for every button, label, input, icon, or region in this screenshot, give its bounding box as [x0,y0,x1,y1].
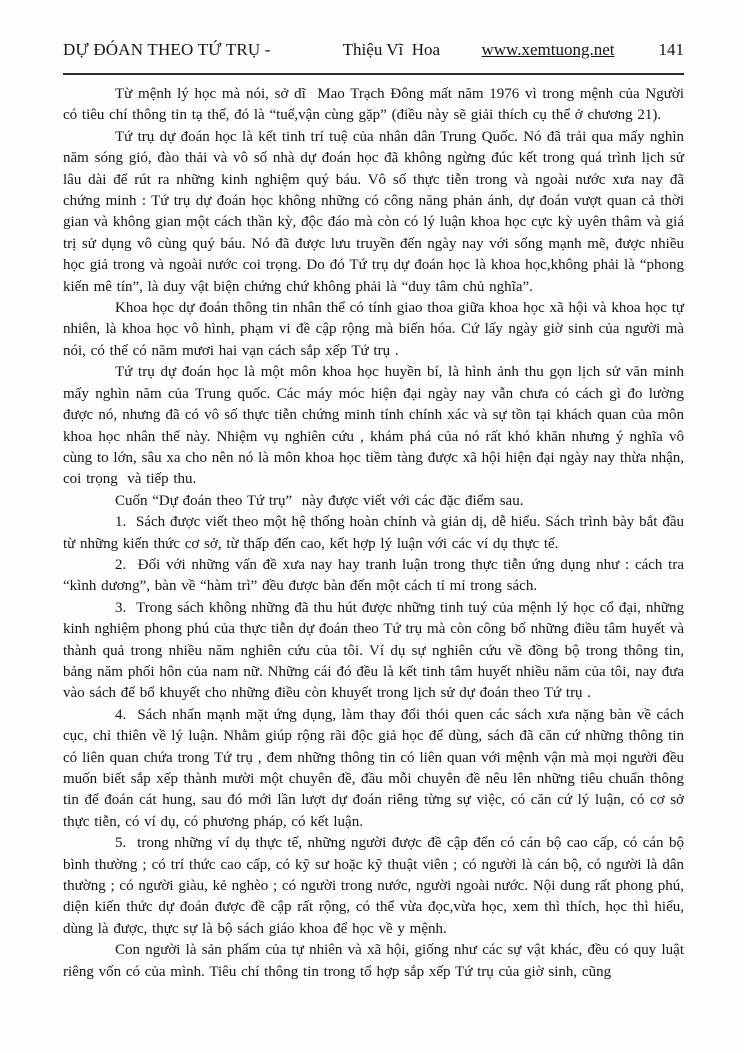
paragraph-list-item: 5. trong những ví dụ thực tế, những người được đề cập đến có cán bộ cao cấp, có cán bộ bình thường ; có trí thức cao cấp, có kỹ sư hoặc kỹ thuật viên ; có người là cán bộ, có người là dân thường ; có người giàu, kẻ nghèo ; có người trong nước, người ngoài nước. Nội dung rất phong phú, diện kiến thức dự đoán được đề cập rất rộng, có thể vừa đọc,vừa học, xem thì thích, học thì hiểu, dùng là được, thực sự là bộ sách giáo khoa để học về y mệnh. [63,835,684,937]
paragraph: Tứ trụ dự đoán học là một môn khoa học huyền bí, là hình ảnh thu gọn lịch sử văn minh mấy nghìn năm của Trung quốc. Các máy móc hiện đại ngày nay vẫn chưa có cách gì đo lường được nó, nhưng đã có vô số thực tiễn chứng minh tính chính xác và sự tồn tại khách quan của môn khoa học nhân thể này. Nhiệm vụ nghiên cứu , khám phá của nó rất khó khăn nhưng ý nghĩa vô cùng to lớn, sâu xa cho nên nó là môn khoa học tiềm tàng được xã hội hiện đại ngày nay thừa nhận, coi trọng và tiếp thu. [63,364,684,488]
paragraph: Cuốn “Dự đoán theo Tứ trụ” này được viết với các đặc điểm sau. [115,492,524,509]
paragraph-list-item: 1. Sách được viết theo một hệ thống hoàn chỉnh và giản dị, dễ hiểu. Sách trình bày bắt đầu từ những kiến thức cơ sở, từ thấp đến cao, kết hợp lý luận với các ví dụ thực tế. [63,514,684,552]
page-number: 141 [658,40,684,59]
website-link[interactable]: www.xemtuong.net [481,40,615,59]
paragraph: Con người là sản phẩm của tự nhiên và xã hội, giống như các sự vật khác, đều có quy luật riêng vốn có của mình. Tiêu chí thông tin trong tổ hợp sắp xếp Tứ trụ của giờ sinh, cũng [63,942,684,980]
paragraph: Khoa học dự đoán thông tin nhân thể có tính giao thoa giữa khoa học xã hội và khoa học tự nhiên, là khoa học vô hình, phạm vi đề cập rộng mà biến hóa. Cứ lấy ngày giờ sinh của người mà nói, có thể có năm mươi hai vạn cách sắp xếp Tứ trụ . [63,300,684,359]
paragraph-list-item: 4. Sách nhấn mạnh mặt ứng dụng, làm thay đổi thói quen các sách xưa nặng bàn về cách cục, chỉ thiên về lý luận. Nhằm giúp rộng rãi độc giả học để dùng, sách đã căn cứ những thông tin có liên quan chứa trong Tứ trụ , đem những thông tin có liên quan với mệnh vận mà mọi người đều muốn biết sắp xếp thành mười một chuyên đề, đầu mỗi chuyên đề nêu lên những tiêu chuẩn thông tin để đoán cát hung, sau đó mới lần lượt dự đoán riêng từng sự việc, có căn cứ lý luận, có cơ sở thực tiễn, có ví dụ, có phương pháp, có kết luận. [63,706,684,830]
page-header [63,40,684,60]
paragraph: Từ mệnh lý học mà nói, sở dĩ Mao Trạch Đông mất năm 1976 vì trong mệnh của Người có tiêu chí thông tin tạ thế, đó là “tuế,vận cùng gặp” (điều này sẽ giải thích cụ thể ở chương 21). [63,86,684,124]
header-divider [63,73,684,75]
paragraph-list-item: 2. Đối với những vấn đề xưa nay hay tranh luận trong thực tiễn ứng dụng như : cách tra “kình dương”, bàn về “hàm trì” đều được bàn đến một cách tỉ mỉ trong sách. [63,556,684,595]
paragraph: Tứ trụ dự đoán học là kết tinh trí tuệ của nhân dân Trung Quốc. Nó đã trải qua mấy nghìn năm sóng gió, đào thải và vô số nhà dự đoán học đã không ngừng đúc kết trong quá trình lịch sử lâu dài để rút ra những kinh nghiệm quý báu. Vô số thực tiễn trong và ngoài nước xưa nay đã chứng minh : Tứ trụ dự đoán học không những có công năng phản ánh, dự đoán vượt quan cả thời gian và không gian một cách thần kỳ, độc đáo mà còn có lý luận khoa học cực kỳ uyên thâm và giá trị sử dụng vô cùng quý báu. Nó đã được lưu truyền đến ngày nay với sống mạnh mẽ, được nhiều học giả trong và ngoài nước coi trọng. Do đó Tứ trụ dự đoán học là khoa học,không phải là “phong kiến mê tín”, là duy vật biện chứng chứ không phải là “duy tâm chủ nghĩa”. [63,128,684,295]
book-title: DỰ ĐÓAN THEO TỨ TRỤ - [63,40,271,59]
paragraph-list-item: 3. Trong sách không những đã thu hút được những tinh tuý của mệnh lý học cổ đại, những kinh nghiệm phong phú của thực tiễn dự đoán theo Tứ trụ mà còn công bố những điều tâm huyết và thành quả trong nhiều năm nghiên cứu của tôi. Ví dụ sự nghiên cứu về đồng bộ trong thông tin, bảng năm phối hôn của nam nữ. Những cái đó đều là kết tinh tâm huyết nhiều năm của tôi, nay đưa vào sách để bổ khuyết cho những điều còn khuyết trong lịch sử dự đoán theo Tứ trụ . [63,599,684,702]
page-body [63,84,684,983]
author-name: Thiệu Vĩ Hoa [342,40,441,59]
